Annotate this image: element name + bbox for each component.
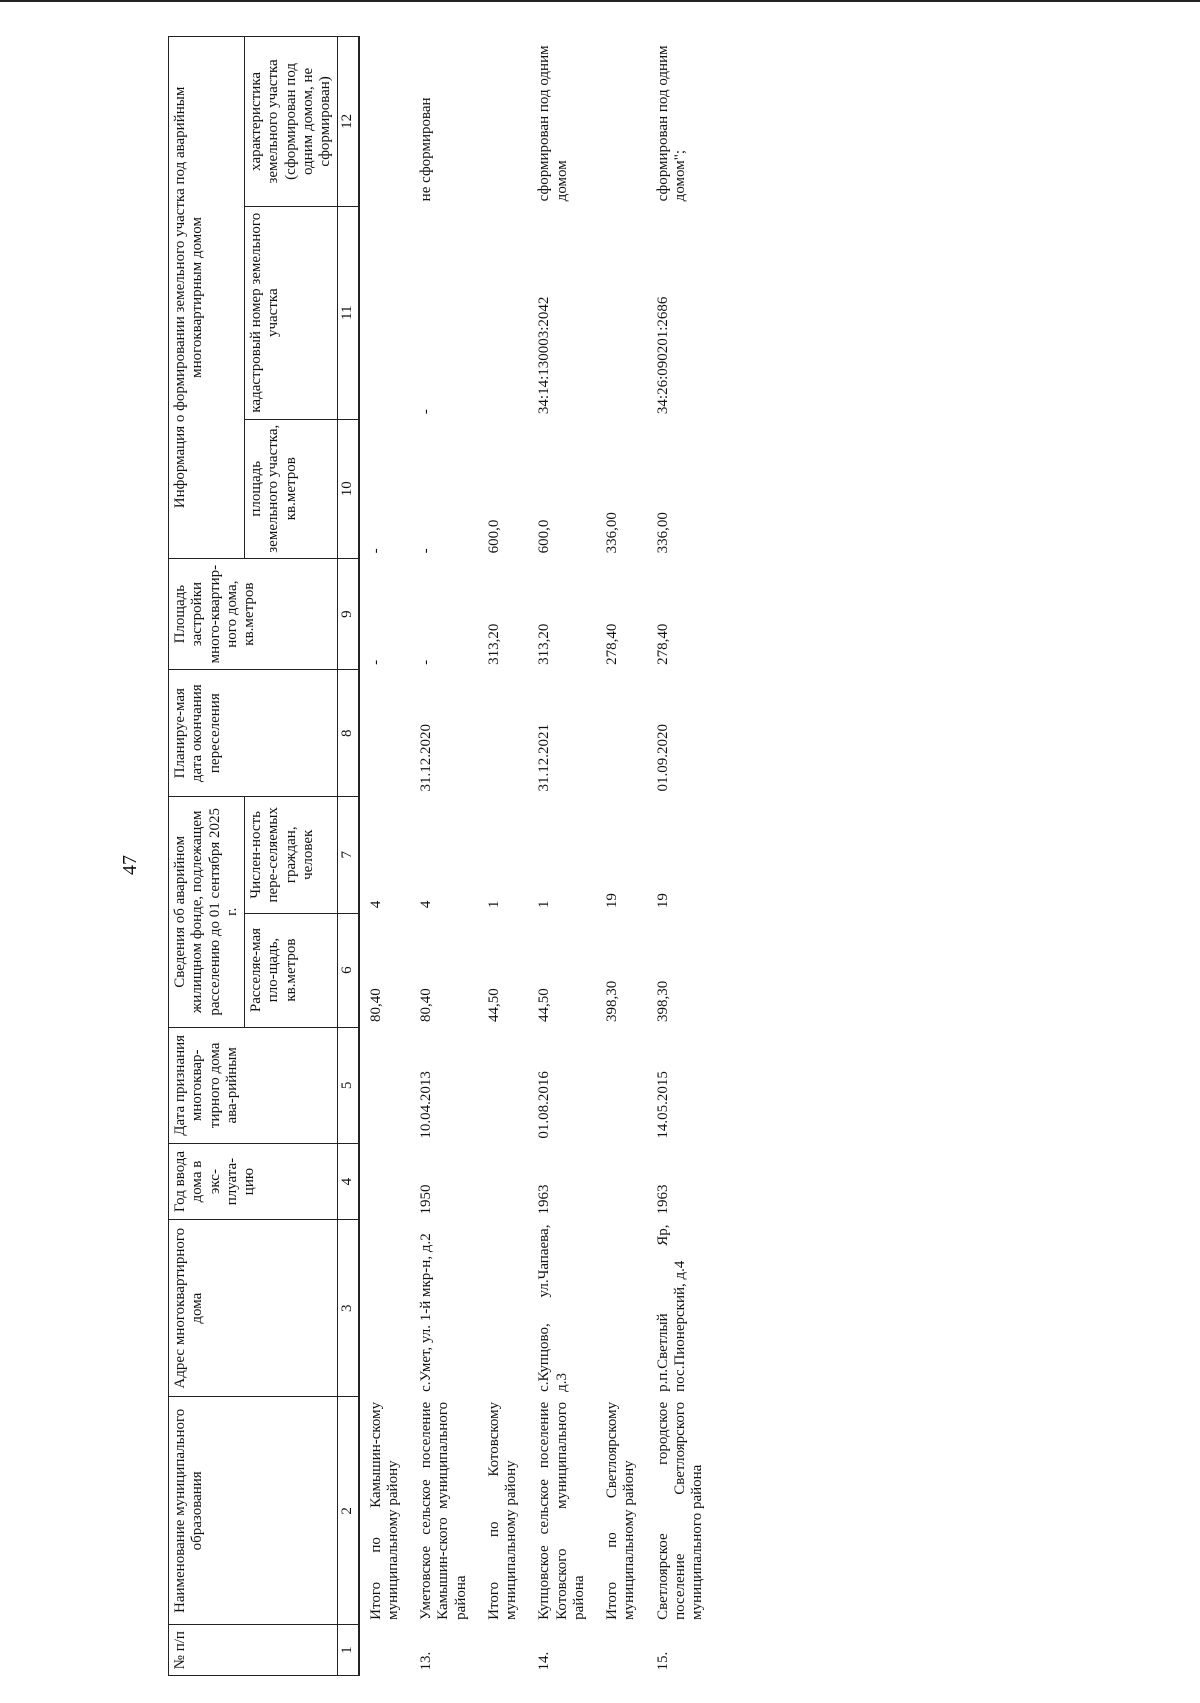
- land-area: -: [418, 548, 434, 554]
- municipality-name: Светлоярское городское поселение Светлоярского муниципального района: [654, 1401, 705, 1620]
- resettled-people: 19: [604, 893, 620, 909]
- address: с.Купцово, ул.Чапаева, д.3: [536, 1224, 570, 1392]
- resettled-area: 80,40: [367, 988, 384, 1023]
- emergency-housing-table: [168, 36, 714, 1676]
- land-area: 336,00: [654, 512, 671, 554]
- planned-date: 01.09.2020: [654, 724, 671, 792]
- row-number: [478, 1625, 529, 1676]
- column-number: 3: [338, 1220, 359, 1397]
- municipality-name: Уметовское сельское поселение Камышин-ского муниципального района: [418, 1401, 469, 1620]
- emergency-date: [359, 1027, 411, 1144]
- resettled-area: 44,50: [536, 988, 553, 1023]
- cadastral-number: [359, 206, 411, 419]
- header-col-11: кадастровый номер земельного участка: [245, 206, 338, 419]
- land-characteristic: сформирован под одним домом";: [654, 45, 688, 202]
- resettled-area: 398,30: [604, 980, 620, 1023]
- emergency-date: 14.05.2015: [654, 1071, 671, 1139]
- land-characteristic: [359, 37, 411, 207]
- top-border: [0, 0, 1200, 2]
- land-area: 600,0: [485, 519, 502, 554]
- building-area: -: [367, 659, 384, 665]
- emergency-date: [478, 1027, 529, 1144]
- column-number: 2: [338, 1397, 359, 1625]
- row-number: 15.: [654, 1651, 671, 1671]
- building-area: 313,20: [536, 623, 553, 665]
- column-number: 5: [338, 1027, 359, 1144]
- land-characteristic: не сформирован: [418, 97, 434, 202]
- column-number: 6: [338, 913, 359, 1027]
- page-number: 47: [119, 855, 141, 875]
- header-col-4: Год ввода дома в экс-плуата-цию: [169, 1144, 338, 1220]
- municipality-name: Купцовское сельское поселение Котовского муниципального района: [536, 1401, 587, 1620]
- emergency-date: [596, 1027, 647, 1144]
- table-row: [647, 37, 715, 1676]
- row-number: 14.: [536, 1651, 553, 1671]
- address: [478, 1220, 529, 1397]
- row-number: [359, 1625, 411, 1676]
- resettled-people: 4: [418, 900, 434, 909]
- table-row: [528, 37, 596, 1676]
- land-characteristic: [478, 37, 529, 207]
- emergency-date: 01.08.2016: [536, 1071, 553, 1139]
- table-row: [478, 37, 529, 1676]
- row-number: 13.: [418, 1651, 434, 1671]
- resettled-people: 4: [367, 900, 384, 909]
- year-built: 1963: [536, 1184, 553, 1215]
- land-area: 600,0: [536, 519, 553, 554]
- column-number: 1: [338, 1625, 359, 1676]
- table-row: [410, 37, 478, 1676]
- header-group-10-12: Информация о формировании земельного участка под аварийным многоквартирным домом: [169, 37, 245, 559]
- year-built: [596, 1144, 647, 1220]
- cadastral-number: 34:26:090201:2686: [654, 296, 671, 415]
- header-col-8: Планируе-мая дата окончания переселения: [169, 670, 338, 797]
- cadastral-number: [596, 206, 647, 419]
- column-number: 8: [338, 670, 359, 797]
- address: [359, 1220, 411, 1397]
- resettled-area: 80,40: [418, 988, 434, 1023]
- municipality-name: Итого по Камышин-скому муниципальному району: [367, 1401, 401, 1620]
- header-col-7: Числен-ность пере-селяемых граждан, человек: [245, 797, 338, 914]
- planned-date: 31.12.2021: [536, 724, 553, 792]
- header-col-12: характеристика земельного участка (сформирован под одним домом, не сформирован): [245, 37, 338, 207]
- resettled-people: 1: [536, 900, 553, 909]
- building-area: 278,40: [654, 623, 671, 665]
- table-body: [359, 37, 715, 1676]
- emergency-date: 10.04.2013: [418, 1071, 434, 1139]
- header-col-10: площадь земельного участка, кв.метров: [245, 419, 338, 558]
- cadastral-number: [478, 206, 529, 419]
- header-group-6-7: Сведения об аварийном жилищном фонде, подлежащем расселению до 01 сентября 2025 г.: [169, 797, 245, 1028]
- planned-date: [359, 670, 411, 797]
- column-number: 11: [338, 206, 359, 419]
- column-number: 10: [338, 419, 359, 558]
- year-built: 1950: [418, 1184, 434, 1215]
- header-col-3: Адрес многоквартирного дома: [169, 1220, 338, 1397]
- resettled-people: 19: [654, 893, 671, 909]
- header-col-9: Площадь застройки много-квартир-ного дома, кв.метров: [169, 558, 338, 669]
- cadastral-number: 34:14:130003:2042: [536, 296, 553, 415]
- table-row: [359, 37, 411, 1676]
- header-col-2: Наименование муниципального образования: [169, 1397, 338, 1625]
- column-number: 4: [338, 1144, 359, 1220]
- resettled-area: 398,30: [654, 980, 671, 1023]
- table-header: [169, 37, 359, 1676]
- municipality-name: Итого по Светлоярскому муниципальному району: [604, 1401, 638, 1620]
- header-col-5: Дата признания многоквар-тирного дома ава-рийным: [169, 1027, 338, 1144]
- land-characteristic: [596, 37, 647, 207]
- resettled-area: 44,50: [485, 988, 502, 1023]
- planned-date: 31.12.2020: [418, 724, 434, 792]
- column-number-row: [338, 37, 359, 1676]
- building-area: -: [418, 659, 434, 665]
- municipality-name: Итого по Котовскому муниципальному району: [485, 1401, 519, 1620]
- land-area: -: [367, 548, 384, 554]
- address: с.Умет, ул. 1-й мкр-н, д.2: [418, 1233, 434, 1392]
- header-col-1: № п/п: [169, 1625, 338, 1676]
- column-number: 9: [338, 558, 359, 669]
- header-col-6: Расселяе-мая пло-щадь, кв.метров: [245, 913, 338, 1027]
- cadastral-number: -: [418, 409, 434, 415]
- land-area: 336,00: [604, 512, 620, 554]
- planned-date: [596, 670, 647, 797]
- rotated-table-sheet: [168, 36, 1168, 1676]
- address: р.п.Светлый Яр, пос.Пионерский, д.4: [654, 1224, 688, 1392]
- row-number: [596, 1625, 647, 1676]
- land-characteristic: сформирован под одним домом: [536, 45, 570, 202]
- building-area: 278,40: [604, 623, 620, 665]
- table-row: [596, 37, 647, 1676]
- year-built: [478, 1144, 529, 1220]
- resettled-people: 1: [485, 900, 502, 909]
- year-built: [359, 1144, 411, 1220]
- address: [596, 1220, 647, 1397]
- planned-date: [478, 670, 529, 797]
- year-built: 1963: [654, 1184, 671, 1215]
- column-number: 7: [338, 797, 359, 914]
- building-area: 313,20: [485, 623, 502, 665]
- column-number: 12: [338, 37, 359, 207]
